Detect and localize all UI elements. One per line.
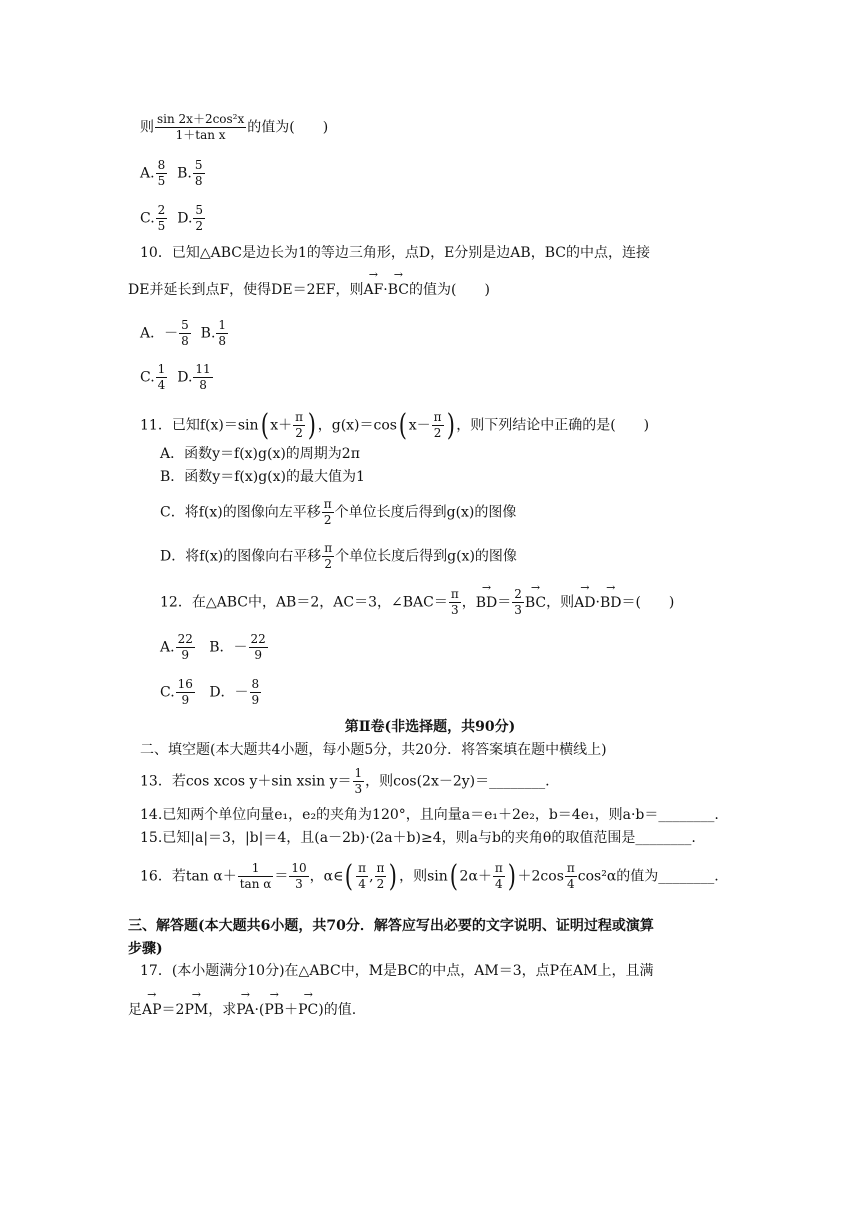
q12-vector-ad: → AD [574,593,595,613]
q10-line2-a: DE并延长到点F，使得DE＝2EF，则 [128,282,364,298]
q10-option-d-den: 8 [199,378,207,392]
q11-g-inner: x－ [408,417,431,434]
right-paren: ) [507,858,516,894]
q16-three: 3 [295,877,303,891]
q12-three-b: 3 [514,603,522,617]
left-paren: ( [345,858,354,894]
q11-option-d-a: D．将f(x)的图像向右平移 [160,548,322,565]
right-paren: ) [446,407,455,443]
q12-two: 2 [514,587,522,601]
q10-options-ab [140,318,229,349]
q11-mid: ，g(x)＝cos [317,417,397,434]
q9-tail: 的值为( ) [247,119,329,136]
q16-four-c: 4 [567,877,575,891]
q9-option-a-num: 8 [157,158,166,172]
solution-heading-2: 步骤) [128,941,163,957]
q12-tail: ＝( ) [621,594,675,611]
q12-option-d-den: 9 [251,693,260,707]
q13-num: 1 [354,766,363,780]
right-paren: ) [307,407,316,443]
q9-denominator: 1＋tan x [175,128,226,142]
q11-g-pi: π [433,410,442,424]
q17-vector-ap: → AP [142,1000,162,1020]
q9-option-b-label: B. [177,165,192,182]
q15-stem: 15.已知|a|＝3，|b|＝4，且(a－2b)·(2a＋b)≥4，则a与b的夹角θ的取值范围是________. [140,830,696,846]
q16-four-a: 4 [358,877,366,891]
q17-line1: 17．(本小题满分10分)在△ABC中，M是BC的中点，AM＝3，点P在AM上，且满 [140,963,654,979]
q16-one: 1 [238,861,274,877]
q16-tan: tan α [239,877,272,891]
q13-lead: 13．若cos xcos y＋sin xsin y＝ [140,773,352,790]
q9-fraction [155,112,246,143]
q16-pi-d: π [566,861,575,875]
q11-option-a: A．函数y＝f(x)g(x)的周期为2π [160,446,360,462]
q17-vector-pb: → PB [264,1000,284,1020]
q9-numerator: sin 2x＋2cos²x [157,112,245,126]
q9-options-cd [140,203,206,234]
q9-option-a-label: A. [140,165,155,182]
section-2-title: 第Ⅱ卷(非选择题，共90分) [344,719,516,735]
q16-two: 2 [376,877,385,891]
q12-option-d-num: 8 [251,677,260,691]
q11-f-two: 2 [295,426,303,440]
q10-option-d-label: D. [177,369,193,386]
q10-dot: · [383,282,388,298]
q17-plus: ＋ [284,1002,299,1018]
q12-lead: 12．在△ABC中，AB＝2，AC＝3，∠BAC＝ [160,594,448,611]
q10-option-c-den: 4 [157,378,166,392]
q12-option-b-label: B．－ [209,639,248,656]
q9-option-c-num: 2 [157,203,166,217]
q12-stem [160,587,674,618]
q10-option-b-num: 1 [218,318,227,332]
q12-options-ab [160,632,269,663]
q11-option-d [160,541,517,572]
q10-option-c-label: C. [140,369,155,386]
q16-inner: 2α＋ [459,868,492,885]
q11-option-c-a: C．将f(x)的图像向左平移 [160,504,321,521]
q11-option-d-pi: π [324,541,333,555]
q17-line2 [128,1000,356,1020]
q12-then: ，则 [546,594,575,611]
q17-vector-pc: → PC [298,1000,318,1020]
q11-option-c [160,497,516,528]
q12-vector-bc: → BC [525,593,546,613]
q12-vector-bd-2: → BD [600,593,622,613]
q11-option-d-two: 2 [324,557,332,571]
q11-stem [140,407,650,443]
q11-f-pi: π [295,410,304,424]
q12-options-cd [160,677,262,708]
q10-option-b-den: 8 [218,334,227,348]
q12-pi: π [450,587,459,601]
q12-option-c-den: 9 [181,693,190,707]
q16-tail: cos²α的值为________. [577,868,719,885]
q11-option-b: B．函数y＝f(x)g(x)的最大值为1 [160,469,365,485]
q10-option-b-label: B. [200,325,216,342]
q14-stem: 14.已知两个单位向量e₁，e₂的夹角为120°，且向量a＝e₁＋2e₂，b＝4e₁，则a·b＝________. [140,807,719,823]
fill-in-heading: 二、填空题(本大题共4小题，每小题5分，共20分．将答案填在题中横线上) [140,742,607,758]
left-paren: ( [398,407,407,443]
q12-dot: · [595,594,600,611]
q11-option-c-two: 2 [323,513,332,527]
q10-options-cd [140,362,214,393]
q10-option-a-den: 8 [181,334,189,348]
q11-tail: ，则下列结论中正确的是( ) [456,417,650,434]
q12-option-d-label: D．－ [209,684,249,701]
q12-option-c-num: 16 [177,677,193,691]
q17-vector-pa: → PA [236,1000,254,1020]
q9-option-d-den: 2 [195,219,204,233]
q12-vector-bd: → BD [476,593,498,613]
q12-option-b-den: 9 [254,648,262,662]
q11-g-two: 2 [433,426,442,440]
right-paren: ) [389,858,398,894]
q16-alpha-in: ，α∈ [309,868,344,885]
q9-stem [140,112,328,143]
q9-option-a-den: 5 [157,174,166,188]
q16-pi-c: π [494,861,503,875]
q16-stem: 16．若tan α＋ $\frac{1}{\text{tan α}}$ ＝ $\frac{10}{3}$ ，α∈( $\frac{\pi}{4}$ , $\frac{\pi}{2}$ ) ，则sin( 2α＋ $\frac{\pi}{4}$ ) ＋2cos $\frac{\pi}{4}$ cos²α的值为________. [140,858,719,894]
left-paren: ( [260,407,269,443]
q16-eq: ＝ [274,868,289,885]
q12-three: 3 [450,603,459,617]
q12-comma: ， [461,594,476,611]
q13-den: 3 [354,782,363,796]
q10-line2-b: 的值为( ) [409,282,490,298]
q17-line2-a: 足 [128,1002,142,1018]
q13-tail: ，则cos(2x－2y)＝________. [365,773,550,790]
q11-option-c-b: 个单位长度后得到g(x)的图像 [334,504,517,521]
q16-pi-a: π [358,861,367,875]
q9-option-b-den: 8 [194,174,203,188]
q9-option-d-num: 5 [195,203,204,217]
left-paren: ( [449,858,458,894]
q10-option-a-label: A．－ [140,325,179,342]
q12-option-a-den: 9 [181,648,190,662]
q10-line2 [128,280,490,300]
q12-option-a-num: 22 [177,632,193,646]
q12-eq: ＝ [497,594,512,611]
q17-dot: ·( [254,1002,265,1018]
q9-option-c-den: 5 [157,219,166,233]
q9-option-b-num: 5 [194,158,203,172]
q12-option-c-label: C. [160,684,175,701]
solution-heading-1: 三、解答题(本大题共6小题，共70分．解答应写出必要的文字说明、证明过程或演算 [128,918,654,934]
q10-line1: 10．已知△ABC是边长为1的等边三角形，点D，E分别是边AB，BC的中点，连接 [140,245,650,261]
q11-lead: 11．已知f(x)＝sin [140,417,259,434]
q9-option-d-label: D. [177,210,193,227]
q11-option-c-pi: π [323,497,332,511]
q17-vector-pm: → PM [184,1000,208,1020]
q12-option-a-label: A. [160,639,175,656]
q16-four-b: 4 [495,877,503,891]
q16-then: ，则sin [399,868,448,885]
q10-vector-bc: → BC [388,280,409,300]
q10-option-d-num: 11 [195,362,211,376]
q16-pi-b: π [376,861,385,875]
q10-option-c-num: 1 [157,362,166,376]
q16-ten: 10 [291,861,307,875]
q17-eq: ＝2 [161,1002,185,1018]
q10-vector-af: → AF [363,280,383,300]
q9-option-c-label: C. [140,210,155,227]
q16-plus: ＋2cos [517,868,564,885]
q9-lead: 则 [140,119,154,136]
q17-line2-b: ，求 [208,1002,237,1018]
q16-lead: 16．若tan α＋ [140,868,237,885]
q17-line2-c: )的值. [318,1002,357,1018]
q11-option-d-b: 个单位长度后得到g(x)的图像 [335,548,517,565]
q13-stem [140,766,550,797]
q9-options-ab [140,158,206,189]
q10-option-a-num: 5 [181,318,189,332]
q11-f-inner: x＋ [270,417,293,434]
q12-option-b-num: 22 [250,632,266,646]
